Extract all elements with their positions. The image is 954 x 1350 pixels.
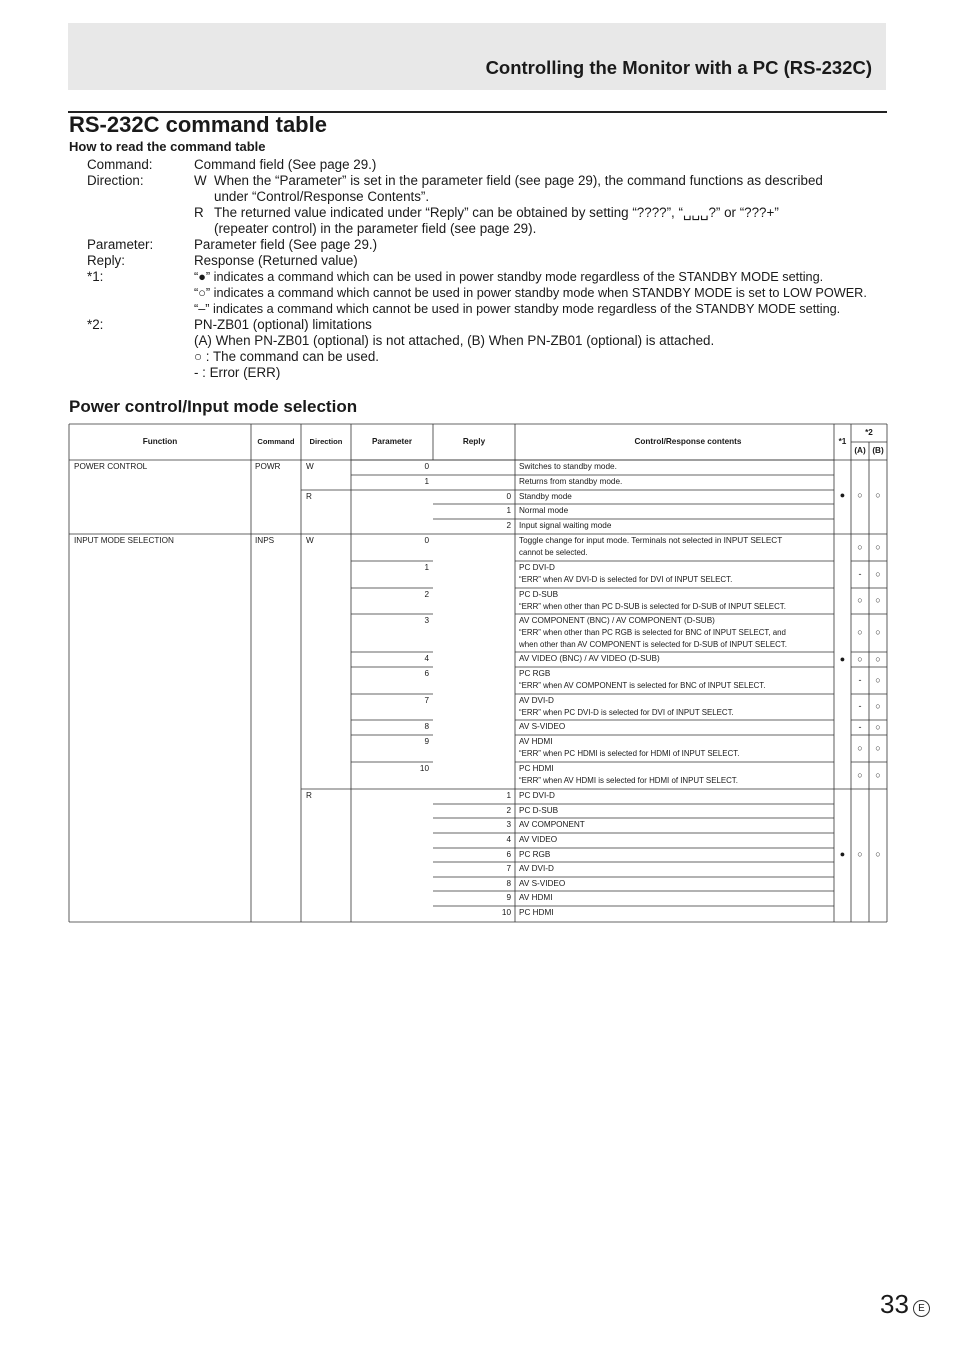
contents-text: PC RGB <box>519 669 551 678</box>
command-powr: POWR <box>255 462 281 471</box>
reply-value: Response (Returned value) <box>194 253 358 268</box>
contents-text: Returns from standby mode. <box>519 477 623 486</box>
reply-value: 9 <box>506 893 511 902</box>
mark-b: ○ <box>875 541 881 552</box>
note1-line-a: “●” indicates a command which can be used in power standby mode regardless of the STANDBY MODE setting. <box>194 270 824 284</box>
reply-value: 2 <box>506 806 511 815</box>
contents-text: PC D-SUB <box>519 806 559 815</box>
contents-text: Switches to standby mode. <box>519 462 617 471</box>
direction-term: Direction: <box>87 173 144 188</box>
header-title: Controlling the Monitor with a PC (RS-232C) <box>485 57 872 78</box>
contents-text: “ERR” when AV COMPONENT is selected for BNC of INPUT SELECT. <box>519 681 766 690</box>
reply-value: 7 <box>506 864 511 873</box>
mark-a: ○ <box>857 742 863 753</box>
header-note1: *1 <box>838 437 847 446</box>
reply-term: Reply: <box>87 253 125 268</box>
reply-value: 2 <box>506 521 511 530</box>
contents-text: “ERR” when PC DVI-D is selected for DVI of INPUT SELECT. <box>519 708 734 717</box>
mark-b: ○ <box>875 595 881 605</box>
mark-note1: ● <box>839 653 846 664</box>
contents-text: AV DVI-D <box>519 696 554 705</box>
header-direction: Direction <box>309 437 343 446</box>
reply-value: 10 <box>501 908 511 917</box>
mark-note1: ● <box>839 849 846 859</box>
param-value: 7 <box>424 696 429 705</box>
contents-text: “ERR” when PC HDMI is selected for HDMI of INPUT SELECT. <box>519 749 740 758</box>
param-value: 8 <box>424 722 429 731</box>
mark-a: ○ <box>857 627 863 637</box>
param-value: 1 <box>424 477 429 486</box>
param-value: 2 <box>424 590 429 599</box>
header-a: (A) <box>854 446 866 455</box>
header-note2: *2 <box>865 428 873 437</box>
w-line-1: When the “Parameter” is set in the parameter field (see page 29), the command functions as described <box>214 173 823 188</box>
param-value: 0 <box>424 536 429 545</box>
param-value: 9 <box>424 737 429 746</box>
contents-text: cannot be selected. <box>519 548 588 557</box>
mark-a: - <box>858 721 862 732</box>
language-mark: E <box>913 1300 930 1317</box>
reply-value: 8 <box>506 879 511 888</box>
mark-b: ○ <box>875 674 881 685</box>
reply-value: 6 <box>506 850 511 859</box>
header-reply: Reply <box>462 437 486 446</box>
mark-a: ○ <box>857 769 863 780</box>
header-contents: Control/Response contents <box>634 437 742 446</box>
header-b: (B) <box>872 446 884 455</box>
mark-b: ○ <box>875 721 881 732</box>
contents-text: AV COMPONENT (BNC) / AV COMPONENT (D-SUB) <box>519 616 715 625</box>
function-powr: POWER CONTROL <box>74 462 148 471</box>
contents-text: “ERR” when other than PC D-SUB is selected for D-SUB of INPUT SELECT. <box>519 602 786 611</box>
contents-text: Standby mode <box>519 492 572 501</box>
note1-term: *1: <box>87 269 104 284</box>
header-command: Command <box>257 437 295 446</box>
direction-w: W <box>306 536 314 545</box>
section-title: Power control/Input mode selection <box>69 397 358 416</box>
mark-b: ○ <box>875 653 881 664</box>
mark-b: ○ <box>875 742 881 753</box>
note1-line-c: “–” indicates a command which cannot be used in power standby mode regardless of the STANDBY MODE setting. <box>194 302 841 316</box>
page-title: RS-232C command table <box>69 112 327 137</box>
mark-note1: ● <box>839 490 846 500</box>
note2-term: *2: <box>87 317 104 332</box>
mark-a: - <box>858 568 862 579</box>
reply-value: 1 <box>506 506 511 515</box>
param-value: 1 <box>424 563 429 572</box>
mark-a: ○ <box>857 541 863 552</box>
mark-b: ○ <box>875 490 881 500</box>
contents-text: Toggle change for input mode. Terminals not selected in INPUT SELECT <box>519 536 783 545</box>
contents-text: PC HDMI <box>519 764 554 773</box>
function-inps: INPUT MODE SELECTION <box>74 536 174 545</box>
mark-b: ○ <box>875 769 881 780</box>
reply-value: 0 <box>506 492 511 501</box>
contents-text: PC DVI-D <box>519 563 555 572</box>
note2-line-c: ○ : The command can be used. <box>194 349 379 364</box>
w-line-2: under “Control/Response Contents”. <box>214 189 430 204</box>
contents-text: AV VIDEO (BNC) / AV VIDEO (D-SUB) <box>519 654 660 663</box>
w-letter: W <box>194 173 207 188</box>
param-value: 0 <box>424 462 429 471</box>
mark-a: ○ <box>857 490 863 500</box>
contents-text: “ERR” when other than PC RGB is selected for BNC of INPUT SELECT, and <box>519 628 786 637</box>
contents-text: when other than AV COMPONENT is selected for D-SUB of INPUT SELECT. <box>519 640 787 649</box>
contents-text: Input signal waiting mode <box>519 521 612 530</box>
r-letter: R <box>194 205 204 220</box>
header-parameter: Parameter <box>371 437 413 446</box>
note1-line-b: “○” indicates a command which cannot be used in power standby mode when STANDBY MODE is set to LOW POWER. <box>194 286 867 300</box>
command-inps: INPS <box>255 536 275 545</box>
mark-b: ○ <box>875 568 881 579</box>
command-value: Command field (See page 29.) <box>194 157 377 172</box>
note2-line-d: - : Error (ERR) <box>194 365 281 380</box>
header-function: Function <box>142 437 178 446</box>
r-line-2: (repeater control) in the parameter field (see page 29). <box>214 221 537 236</box>
mark-a: ○ <box>857 595 863 605</box>
param-value: 10 <box>419 764 429 773</box>
direction-r: R <box>306 492 312 501</box>
contents-text: AV VIDEO <box>519 835 558 844</box>
mark-b: ○ <box>875 627 881 637</box>
contents-text: PC DVI-D <box>519 791 555 800</box>
contents-text: “ERR” when AV DVI-D is selected for DVI of INPUT SELECT. <box>519 575 733 584</box>
parameter-term: Parameter: <box>87 237 154 252</box>
howto-heading: How to read the command table <box>69 139 266 154</box>
parameter-value: Parameter field (See page 29.) <box>194 237 378 252</box>
mark-a: ○ <box>857 849 863 859</box>
command-term: Command: <box>87 157 153 172</box>
param-value: 4 <box>424 654 429 663</box>
reply-value: 3 <box>506 820 511 829</box>
contents-text: PC D-SUB <box>519 590 559 599</box>
contents-text: AV COMPONENT <box>519 820 585 829</box>
mark-a: - <box>858 674 862 685</box>
r-line-1: The returned value indicated under “Reply” can be obtained by setting “????”, “␣␣␣?” or “???+” <box>214 205 779 220</box>
contents-text: “ERR” when AV HDMI is selected for HDMI of INPUT SELECT. <box>519 776 738 785</box>
direction-r: R <box>306 791 312 800</box>
contents-text: Normal mode <box>519 506 569 515</box>
note2-line-b: (A) When PN-ZB01 (optional) is not attached, (B) When PN-ZB01 (optional) is attached. <box>194 333 715 348</box>
note2-line-a: PN-ZB01 (optional) limitations <box>194 317 372 332</box>
direction-w: W <box>306 462 314 471</box>
contents-text: PC HDMI <box>519 908 554 917</box>
mark-b: ○ <box>875 701 881 711</box>
contents-text: PC RGB <box>519 850 551 859</box>
contents-text: AV S-VIDEO <box>519 879 566 888</box>
mark-b: ○ <box>875 849 881 859</box>
reply-value: 1 <box>506 791 511 800</box>
contents-text: AV S-VIDEO <box>519 722 566 731</box>
mark-a: ○ <box>857 653 863 664</box>
mark-a: - <box>858 701 862 711</box>
contents-text: AV HDMI <box>519 893 553 902</box>
param-value: 6 <box>424 669 429 678</box>
contents-text: AV DVI-D <box>519 864 554 873</box>
page-number: 33 <box>880 1289 909 1319</box>
reply-value: 4 <box>506 835 511 844</box>
param-value: 3 <box>424 616 429 625</box>
contents-text: AV HDMI <box>519 737 553 746</box>
